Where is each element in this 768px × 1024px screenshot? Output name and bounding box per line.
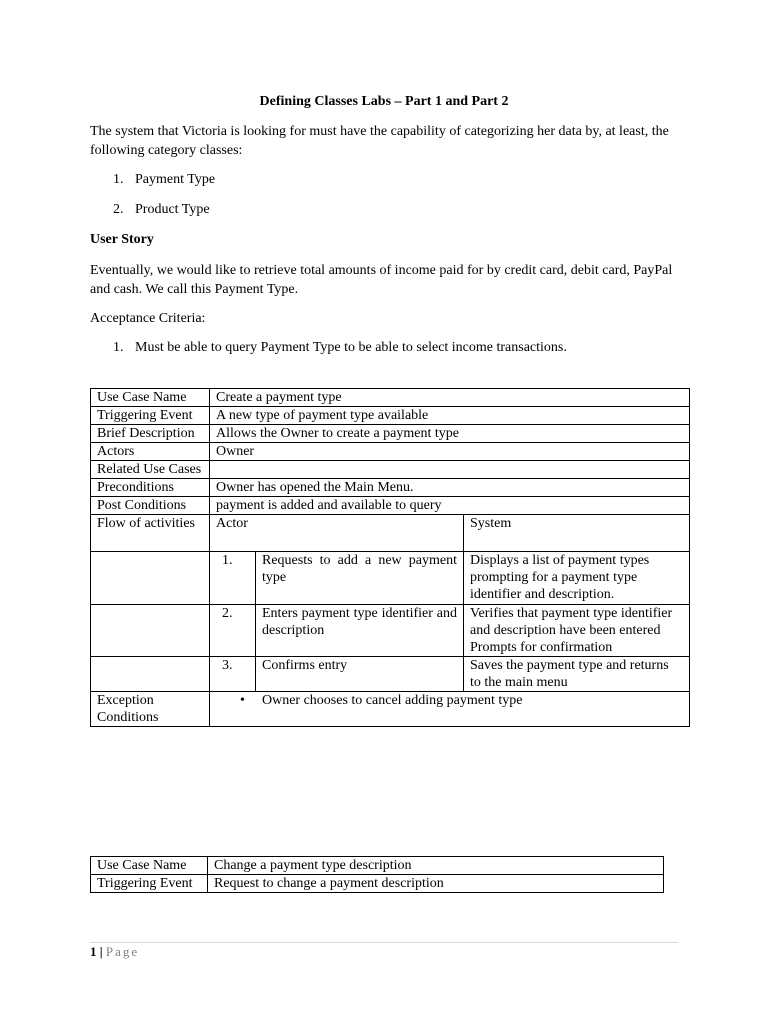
actor-step: Requests to add a new payment type (256, 552, 464, 605)
table-row (91, 605, 690, 657)
document-title: Defining Classes Labs – Part 1 and Part 2 (259, 94, 509, 109)
table-row (91, 389, 690, 407)
exception-text: Owner chooses to cancel adding payment type (262, 693, 523, 708)
table-row (91, 497, 690, 515)
system-step: Verifies that payment type identifier and description have been entered Prompts for confirmation (464, 605, 690, 657)
table-row (91, 443, 690, 461)
use-case-table-change (90, 856, 664, 893)
table-row (91, 552, 690, 605)
row-label: Actors (91, 443, 210, 461)
list-label: Must be able to query Payment Type to be able to select income transactions. (135, 340, 567, 355)
row-label: Use Case Name (91, 389, 210, 407)
table-row (91, 407, 690, 425)
user-story-paragraph: Eventually, we would like to retrieve total amounts of income paid for by credit card, debit card, PayPal and cash. We call this Payment Type. (90, 263, 673, 297)
step-number: 2. (210, 605, 256, 657)
row-label: Triggering Event (91, 875, 208, 893)
category-item-1 (113, 172, 215, 188)
page-word: Page (105, 944, 140, 959)
use-case-name: Create a payment type (210, 389, 690, 407)
table-row (91, 857, 664, 875)
category-item-2 (113, 202, 210, 218)
table-row (91, 515, 690, 552)
step-number: 1. (210, 552, 256, 605)
list-number: 1. (113, 172, 124, 187)
table-row (91, 657, 690, 692)
system-step: Displays a list of payment types prompting for a payment type identifier and description. (464, 552, 690, 605)
system-step: Saves the payment type and returns to the main menu (464, 657, 690, 692)
use-case-name: Change a payment type description (208, 857, 664, 875)
bullet-icon: • (240, 693, 245, 708)
list-label: Product Type (135, 202, 210, 217)
triggering-event: Request to change a payment description (208, 875, 664, 893)
system-header: System (464, 515, 690, 552)
step-number: 3. (210, 657, 256, 692)
footer-separator: | (99, 944, 103, 959)
use-case-table-create (90, 388, 690, 727)
empty-cell (91, 605, 210, 657)
user-story-heading: User Story (90, 232, 154, 247)
post-conditions: payment is added and available to query (210, 497, 690, 515)
row-label: Use Case Name (91, 857, 208, 875)
intro-paragraph: The system that Victoria is looking for must have the capability of categorizing her data by, at least, the following category classes: (90, 124, 669, 158)
table-row (91, 479, 690, 497)
acceptance-item-1 (113, 340, 567, 356)
actor-step: Enters payment type identifier and description (256, 605, 464, 657)
actor-header: Actor (210, 515, 464, 552)
row-label: Exception Conditions (91, 692, 210, 727)
row-label: Post Conditions (91, 497, 210, 515)
acceptance-heading: Acceptance Criteria: (90, 311, 206, 326)
actor-step: Confirms entry (256, 657, 464, 692)
list-label: Payment Type (135, 172, 216, 187)
empty-cell (91, 552, 210, 605)
list-number: 2. (113, 202, 124, 217)
page-footer (90, 944, 139, 960)
row-label: Triggering Event (91, 407, 210, 425)
row-label: Brief Description (91, 425, 210, 443)
exception-conditions (210, 692, 690, 727)
row-label: Related Use Cases (91, 461, 210, 479)
page-number: 1 (90, 944, 97, 959)
preconditions: Owner has opened the Main Menu. (210, 479, 690, 497)
actors: Owner (210, 443, 690, 461)
related-use-cases (210, 461, 690, 479)
row-label: Flow of activities (91, 515, 210, 552)
table-row (91, 425, 690, 443)
table-row (91, 461, 690, 479)
row-label: Preconditions (91, 479, 210, 497)
footer-divider (90, 942, 678, 943)
table-row (91, 875, 664, 893)
list-number: 1. (113, 340, 124, 355)
empty-cell (91, 657, 210, 692)
brief-description: Allows the Owner to create a payment type (210, 425, 690, 443)
table-row (91, 692, 690, 727)
triggering-event: A new type of payment type available (210, 407, 690, 425)
